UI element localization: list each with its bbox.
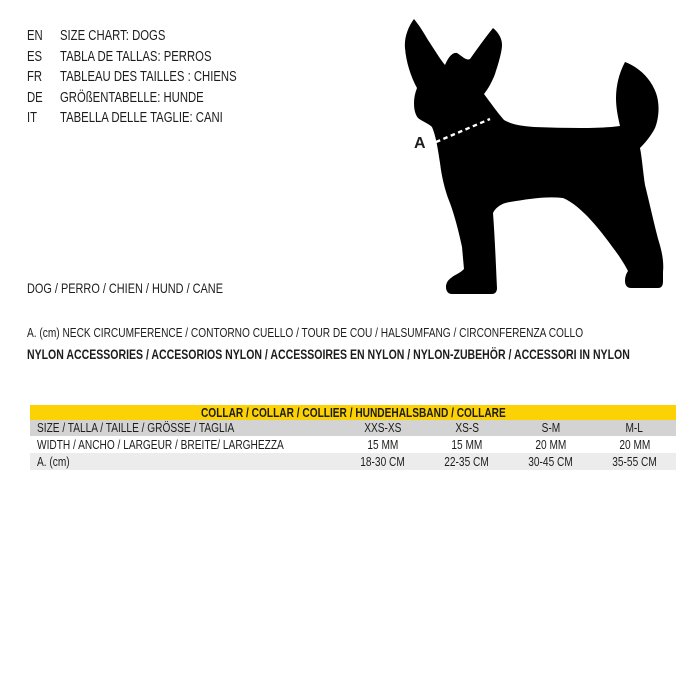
neck-cell: 18-30 CM bbox=[341, 453, 425, 470]
row-label: SIZE / TALLA / TAILLE / GRÖSSE / TAGLIA bbox=[30, 420, 341, 436]
language-row-fr bbox=[27, 67, 286, 88]
language-row-en bbox=[27, 26, 286, 47]
language-title: SIZE CHART: DOGS bbox=[60, 28, 166, 44]
language-code: IT bbox=[27, 110, 38, 127]
language-row-it bbox=[27, 108, 286, 129]
neck-cell: 30-45 CM bbox=[509, 453, 593, 470]
width-cell: 20 MM bbox=[509, 436, 593, 453]
table-row-neck bbox=[30, 453, 676, 470]
language-title: TABELLA DELLE TAGLIE: CANI bbox=[60, 110, 223, 127]
table-title: COLLAR / COLLAR / COLLIER / HUNDEHALSBAND / COLLARE bbox=[30, 405, 676, 420]
size-cell: M-L bbox=[593, 420, 676, 436]
language-title: GRÖßENTABELLE: HUNDE bbox=[60, 89, 204, 106]
measure-point-label: A bbox=[414, 135, 426, 152]
table-row-width bbox=[30, 436, 676, 453]
dog-body-shape bbox=[405, 19, 663, 294]
size-cell: XXS-XS bbox=[341, 420, 425, 436]
animal-caption: DOG / PERRO / CHIEN / HUND / CANE bbox=[27, 280, 223, 296]
material-note: NYLON ACCESSORIES / ACCESORIOS NYLON / ACCESSOIRES EN NYLON / NYLON-ZUBEHÖR / ACCESSORI IN NYLON bbox=[27, 347, 630, 362]
neck-cell: 22-35 CM bbox=[425, 453, 509, 470]
table-row-size bbox=[30, 420, 676, 436]
width-cell: 20 MM bbox=[593, 436, 676, 453]
language-code: DE bbox=[27, 89, 43, 106]
language-row-de bbox=[27, 88, 286, 109]
language-code: ES bbox=[27, 48, 43, 65]
neck-cell: 35-55 CM bbox=[593, 453, 676, 470]
language-code: FR bbox=[27, 69, 43, 86]
language-code: EN bbox=[27, 28, 43, 44]
language-title: TABLA DE TALLAS: PERROS bbox=[60, 48, 212, 65]
size-cell: S-M bbox=[509, 420, 593, 436]
collar-size-table bbox=[30, 405, 676, 470]
row-label: A. (cm) bbox=[30, 453, 341, 470]
width-cell: 15 MM bbox=[341, 436, 425, 453]
table-header-row bbox=[30, 405, 676, 420]
dog-silhouette-icon bbox=[395, 8, 685, 300]
language-title: TABLEAU DES TAILLES : CHIENS bbox=[60, 69, 237, 86]
language-row-es bbox=[27, 47, 286, 68]
row-label: WIDTH / ANCHO / LARGEUR / BREITE/ LARGHEZZA bbox=[30, 436, 341, 453]
width-cell: 15 MM bbox=[425, 436, 509, 453]
language-title-list bbox=[27, 26, 286, 129]
size-cell: XS-S bbox=[425, 420, 509, 436]
measurement-note: A. (cm) NECK CIRCUMFERENCE / CONTORNO CUELLO / TOUR DE COU / HALSUMFANG / CIRCONFERENZA COLLO bbox=[27, 325, 584, 340]
